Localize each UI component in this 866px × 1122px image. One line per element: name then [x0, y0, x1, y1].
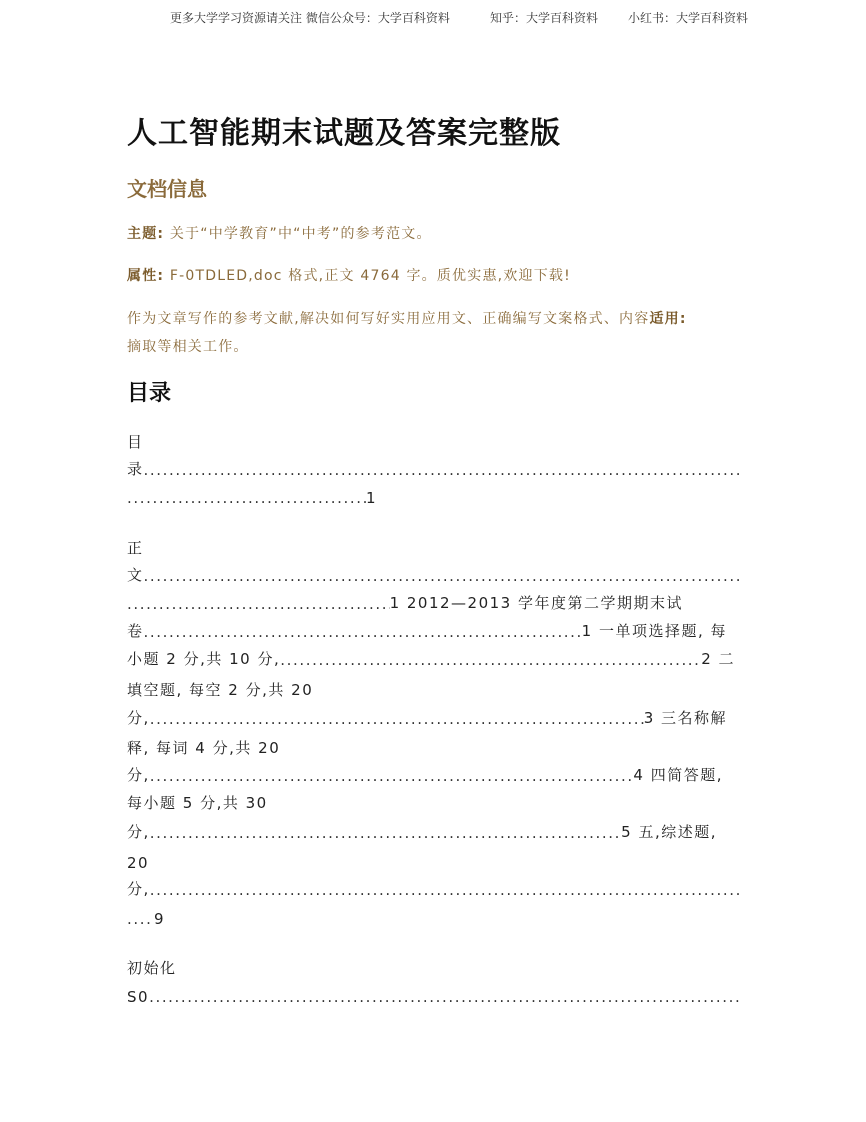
- toc-entry[interactable]: [127, 678, 313, 700]
- toc-heading: 目录: [127, 381, 172, 406]
- toc-entry-text: 分,: [127, 709, 150, 727]
- toc-entry[interactable]: [127, 763, 723, 785]
- usage-line-2: 摘取等相关工作。: [127, 339, 249, 355]
- attr-label: 属性:: [127, 268, 165, 284]
- toc-entry-page: 1 2012—2013 学年度第二学期期末试: [389, 594, 683, 612]
- dot-leader: [127, 489, 366, 507]
- toc-entry-text: S0: [127, 988, 150, 1006]
- toc-entry-text: 文: [127, 566, 144, 584]
- toc-entry-text: 20: [127, 854, 150, 872]
- toc-entry[interactable]: [127, 563, 742, 585]
- toc-entry-text: 初始化: [127, 959, 177, 977]
- dot-leader: [150, 824, 621, 842]
- toc-entry[interactable]: [127, 619, 727, 641]
- toc-entry[interactable]: [127, 906, 165, 928]
- dot-leader: [149, 988, 742, 1006]
- dot-leader: [127, 595, 390, 613]
- topic-text: 关于“中学教育”中“中考”的参考范文。: [164, 226, 432, 242]
- toc-entry-page: 1 一单项选择题, 每: [581, 622, 727, 640]
- toc-entry-text: 录: [127, 460, 144, 478]
- attr-text: F-0TDLED,doc 格式,正文 4764 字。质优实惠,欢迎下载!: [164, 268, 571, 284]
- toc-entry-text: 释, 每词 4 分,共 20: [127, 739, 281, 757]
- toc-entry[interactable]: [127, 536, 144, 558]
- topic-line: [127, 223, 432, 243]
- dot-leader: [144, 623, 582, 641]
- page-title: 人工智能期末试题及答案完整版: [127, 116, 561, 151]
- toc-entry[interactable]: [127, 647, 735, 669]
- toc-entry-page: 1: [365, 489, 377, 507]
- dot-leader: [150, 710, 644, 728]
- toc-entry-text: 分,: [127, 880, 150, 898]
- toc-entry-page: 3 三名称解: [643, 709, 727, 727]
- toc-entry-text: 正: [127, 539, 144, 557]
- toc-entry[interactable]: [127, 984, 742, 1006]
- header-xiaohongshu: 小红书：大学百科资料: [628, 11, 749, 25]
- dot-leader: [150, 767, 634, 785]
- topic-label: 主题:: [127, 226, 165, 242]
- usage-text: 作为文章写作的参考文献,解决如何写好实用应用文、正确编写文案格式、内容: [127, 311, 650, 327]
- usage-label: 适用:: [649, 311, 687, 327]
- toc-entry-text: 卷: [127, 622, 144, 640]
- toc-entry[interactable]: [127, 485, 377, 507]
- toc-entry[interactable]: [127, 457, 742, 479]
- toc-entry[interactable]: [127, 791, 268, 813]
- dot-leader: [280, 651, 701, 669]
- toc-entry-text: 分,: [127, 766, 150, 784]
- dot-leader: [144, 567, 742, 585]
- attr-line: [127, 265, 571, 285]
- toc-entry[interactable]: [127, 820, 717, 842]
- toc-entry[interactable]: [127, 736, 280, 758]
- doc-info-heading: 文档信息: [127, 177, 207, 201]
- header-zhihu: 知乎：大学百科资料: [490, 11, 599, 25]
- usage-line: [127, 308, 687, 328]
- toc-entry[interactable]: [127, 956, 177, 978]
- toc-entry-page: 9: [153, 910, 165, 928]
- toc-entry[interactable]: [127, 591, 683, 613]
- toc-entry-text: 目: [127, 433, 144, 451]
- toc-entry-text: 分,: [127, 823, 150, 841]
- toc-entry-text: 小题 2 分,共 10 分,: [127, 650, 281, 668]
- header-wechat: 更多大学学习资源请关注 微信公众号：大学百科资料: [170, 11, 450, 25]
- toc-entry-page: 4 四简答题,: [633, 766, 723, 784]
- toc-entry-page: 2 二: [701, 650, 735, 668]
- toc-entry-text: 每小题 5 分,共 30: [127, 794, 268, 812]
- toc-entry[interactable]: [127, 706, 727, 728]
- dot-leader: [127, 910, 154, 928]
- dot-leader: [150, 881, 742, 899]
- toc-entry-page: 5 五,综述题,: [621, 823, 717, 841]
- toc-entry[interactable]: [127, 877, 742, 899]
- dot-leader: [144, 461, 742, 479]
- toc-entry[interactable]: [127, 850, 149, 872]
- toc-entry[interactable]: [127, 430, 144, 452]
- toc-entry-text: 填空题, 每空 2 分,共 20: [127, 681, 314, 699]
